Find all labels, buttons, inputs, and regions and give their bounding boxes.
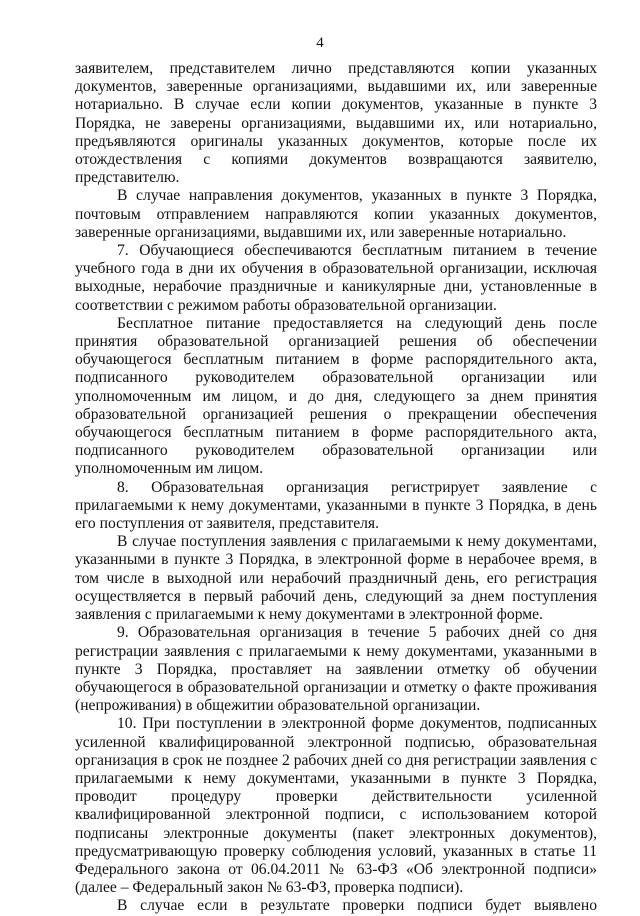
paragraph-signature-check: В случае если в результате проверки подписи будет выявлено [117, 897, 597, 915]
paragraph-item-8: 8. Образовательная организация регистрирует заявление с прилагаемыми к нему документами, указанными в пункте 3 Порядка, в день его поступления от заявителя, представителя. [75, 478, 597, 533]
paragraph-continuation: заявителем, представителем лично представляются копии указанных документов, заверенные организациями, выдавшими их, или заверенные нотариально. В случае если копии документов, указанные в пункте 3 Порядка, не заверены организациями, выдавшими их, или нотариально, предъявляются оригиналы указанных документов, которые после их отождествления с копиями документов возвращаются заявителю, представителю. [75, 60, 597, 187]
paragraph-item-9: 9. Образовательная организация в течение 5 рабочих дней со дня регистрации заявления с прилагаемыми к нему документами, указанными в пункте 3 Порядка, проставляет на заявлении отметку об обучении обучающегося в образовательной организации и отметку о факте проживания (непроживания) в общежитии образовательной организации. [75, 624, 597, 715]
paragraph-postal-submission: В случае направления документов, указанных в пункте 3 Порядка, почтовым отправлением направляются копии указанных документов, заверенные организациями, выдавшими их, или заверенные нотариально. [75, 187, 597, 241]
paragraph-electronic-registration: В случае поступления заявления с прилагаемыми к нему документами, указанными в пункте 3 Порядка, в электронной форме в нерабочее время, в том числе в выходной или нерабочий праздничный день, его регистрация осуществляется в первый рабочий день, следующий за днем поступления заявления с прилагаемыми к нему документами в электронной форме. [75, 533, 597, 624]
paragraph-item-7: 7. Обучающиеся обеспечиваются бесплатным питанием в течение учебного года в дни их обучения в образовательной организации, исключая выходные, нерабочие праздничные и каникулярные дни, установленные в соответствии с режимом работы образовательной организации. [75, 242, 597, 314]
paragraph-item-10: 10. При поступлении в электронной форме документов, подписанных усиленной квалифицированной электронной подписью, образовательная организация в срок не позднее 2 рабочих дней со дня регистрации заявления с прилагаемыми к нему документами, указанными в пункте 3 Порядка, проводит процедуру проверки действительности усиленной квалифицированной электронной подписи, с использованием которой подписаны электронные документы (пакет электронных документов), предусматривающую проверку соблюдения условий, указанных в статье 11 Федерального закона от 06.04.2011 № 63-ФЗ «Об электронной подписи» (далее – Федеральный закон № 63-ФЗ, проверка подписи). [75, 715, 597, 897]
page-number: 4 [316, 35, 324, 51]
document-body [75, 60, 597, 916]
paragraph-free-meals: Бесплатное питание предоставляется на следующий день после принятия образовательной организацией решения об обеспечении обучающегося бесплатным питанием в форме распорядительного акта, подписанного руководителем образовательной организации или уполномоченным им лицом, и до дня, следующего за днем принятия образовательной организацией решения о прекращении обеспечения обучающегося бесплатным питанием в форме распорядительного акта, подписанного руководителем образовательной организации или уполномоченным им лицом. [75, 314, 597, 478]
